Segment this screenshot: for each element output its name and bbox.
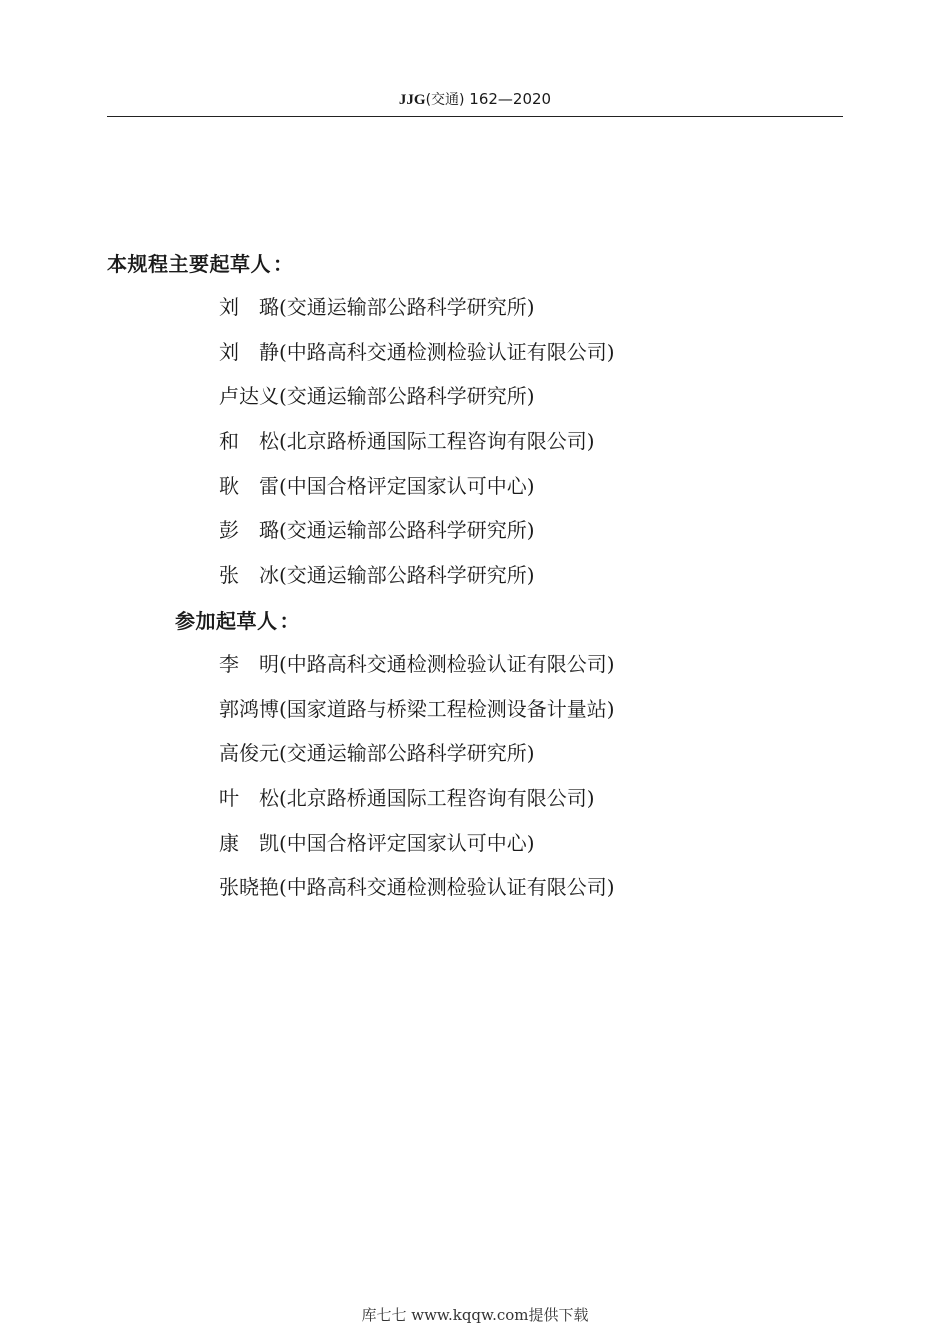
drafter-name: 和 松 <box>219 429 279 453</box>
drafter-organization: (中国合格评定国家认可中心) <box>279 474 535 498</box>
participating-drafters-heading <box>175 607 300 635</box>
drafter-name: 刘 璐 <box>219 295 279 319</box>
drafter-organization: (交通运输部公路科学研究所) <box>279 741 535 765</box>
drafter-organization: (北京路桥通国际工程咨询有限公司) <box>279 786 595 810</box>
drafter-name: 张 冰 <box>219 563 279 587</box>
drafter-organization: (交通运输部公路科学研究所) <box>279 295 535 319</box>
drafter-organization: (中路高科交通检测检验认证有限公司) <box>279 875 615 899</box>
participating-drafters-heading-text: 参加起草人 <box>175 609 278 633</box>
drafter-name: 郭鸿博 <box>219 697 279 721</box>
main-drafters-heading <box>107 250 294 278</box>
drafter-name: 张晓艳 <box>219 875 279 899</box>
participating-drafters-heading-colon: ： <box>279 609 300 633</box>
drafter-organization: (中国合格评定国家认可中心) <box>279 831 535 855</box>
main-drafter-entry <box>219 560 535 590</box>
participating-drafter-entry <box>219 649 615 679</box>
participating-drafter-entry <box>219 738 535 768</box>
drafter-organization: (中路高科交通检测检验认证有限公司) <box>279 340 615 364</box>
drafter-name: 高俊元 <box>219 741 279 765</box>
participating-drafter-entry <box>219 694 615 724</box>
main-drafter-entry <box>219 471 535 501</box>
drafter-organization: (国家道路与桥梁工程检测设备计量站) <box>279 697 615 721</box>
main-drafter-entry <box>219 292 535 322</box>
header-rule <box>107 116 843 117</box>
main-drafter-entry <box>219 381 535 411</box>
main-drafters-heading-colon: ： <box>273 252 294 276</box>
standard-code-prefix: JJG <box>398 92 426 108</box>
standard-code-category: (交通) <box>425 92 465 108</box>
drafter-organization: (交通运输部公路科学研究所) <box>279 384 535 408</box>
standard-code-number: 162—2020 <box>469 90 552 108</box>
drafter-name: 卢达义 <box>219 384 279 408</box>
main-drafters-heading-text: 本规程主要起草人 <box>107 252 271 276</box>
drafter-organization: (北京路桥通国际工程咨询有限公司) <box>279 429 595 453</box>
drafter-organization: (交通运输部公路科学研究所) <box>279 563 535 587</box>
drafter-name: 耿 雷 <box>219 474 279 498</box>
main-drafter-entry <box>219 426 595 456</box>
drafter-name: 刘 静 <box>219 340 279 364</box>
main-drafter-entry <box>219 515 535 545</box>
participating-drafter-entry <box>219 872 615 902</box>
running-header <box>0 88 950 111</box>
drafter-name: 彭 璐 <box>219 518 279 542</box>
download-source-footer: 库七七 www.kqqw.com提供下载 <box>361 1306 589 1324</box>
participating-drafter-entry <box>219 828 535 858</box>
main-drafter-entry <box>219 337 615 367</box>
drafter-name: 叶 松 <box>219 786 279 810</box>
drafter-organization: (交通运输部公路科学研究所) <box>279 518 535 542</box>
drafter-name: 李 明 <box>219 652 279 676</box>
drafter-name: 康 凯 <box>219 831 279 855</box>
drafter-organization: (中路高科交通检测检验认证有限公司) <box>279 652 615 676</box>
participating-drafter-entry <box>219 783 595 813</box>
